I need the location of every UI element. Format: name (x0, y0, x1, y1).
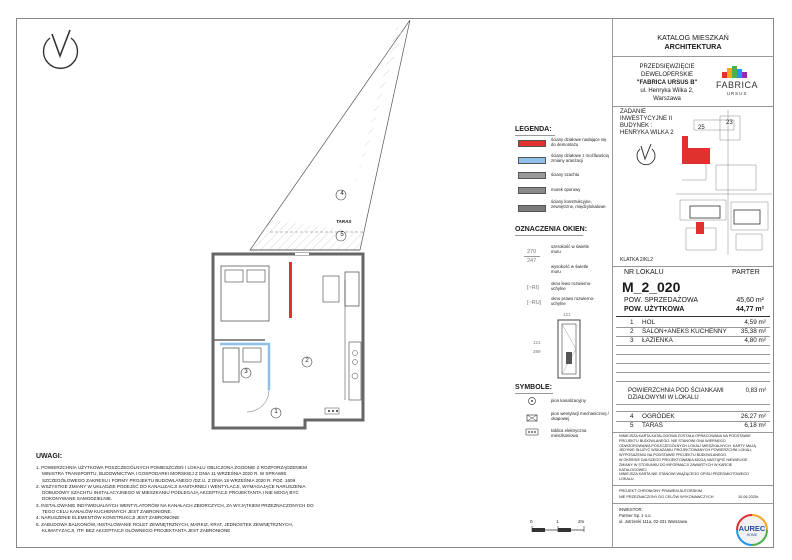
legend-text-4: murek oporowy (551, 187, 581, 192)
table-line (616, 372, 770, 373)
investor-line-2: ul. Jutrzenki 111a, 02-231 Warszawa (619, 519, 688, 524)
note-line: DOKONYWANE SAMODZIELNIE. (42, 496, 113, 502)
electric-panel-icon (525, 428, 539, 436)
window-dim-divider (524, 256, 540, 257)
legend-title: LEGENDA: (515, 126, 552, 133)
room-area: 4,59 m² (744, 319, 766, 326)
project-address-2: Warszawa (653, 96, 681, 102)
fabrica-logo-sub: URSUS (726, 91, 748, 96)
window-sample-top: 121 (563, 312, 571, 317)
outdoor-no: 4 (630, 413, 634, 420)
room-no: 3 (630, 337, 634, 344)
copyright-date: 10.06.2020r. (738, 495, 760, 499)
window-desc-3: okno lewo rozwierno-uchylne (551, 281, 592, 291)
note-line: MINISTRA TRANSPORTU, BUDOWNICTWA I GOSPODARKI MORSKIEJ Z DNIA 11 WRZEŚNIA 2020 R. W SPRAWIE (42, 471, 287, 477)
legend-text-3: ściany szachtu (551, 172, 580, 177)
legend-underline (515, 135, 555, 136)
aurec-logo-sub: HOME (746, 533, 758, 537)
outdoor-name: TARAS (642, 422, 663, 429)
project-label-2: DEWELOPERSKIE (640, 72, 693, 78)
usable-area-label: POW. UŻYTKOWA (624, 306, 685, 313)
aurec-logo-text: AUREC (738, 524, 766, 533)
walls-area-label-1: POWIERZCHNIA POD ŚCIANKAMI (628, 388, 724, 394)
room-2-number: 2 (305, 358, 309, 364)
symbols-underline (515, 393, 553, 394)
window-sample-left: 121 (533, 340, 541, 345)
site-divider (612, 266, 774, 267)
area-divider (616, 316, 770, 317)
note-line: SZCZEGÓŁOWEGO ZAKRESU I FORMY PROJEKTU BUDOWLANEGO /DZ.U. Z DNIA 18 WRZEŚNIA 2020 R. POZ. 1609 (42, 477, 296, 483)
room-1-number: 1 (274, 409, 278, 415)
note-line: KLIMATYZACJI, ITP. BEZ AKCEPTACJI GŁÓWNEGO PROJEKTANTA JEST ZABRONIONE (42, 527, 231, 533)
disclaimer-line: LOKALU. (619, 477, 635, 482)
sale-area-value: 45,60 m² (736, 297, 764, 304)
symbol-text-2: pion wentylacji mechanicznej / okapowej (551, 411, 609, 421)
room-name: HOL (642, 319, 656, 326)
copyright-divider (612, 503, 774, 504)
task-line-2: INWESTYCYJNE II (620, 116, 673, 122)
table-line (616, 327, 770, 328)
window-dim-top: 270 (527, 249, 537, 255)
walls-area-value: 0,83 m² (745, 388, 766, 394)
symbol-text-1: pion kanalizacyjny (551, 398, 586, 403)
project-name: "FABRICA URSUS B" (636, 80, 698, 86)
scale-label-0: 0 (530, 519, 533, 524)
outdoor-area: 6,18 m² (744, 422, 766, 429)
catalog-subtitle: ARCHITEKTURA (664, 42, 722, 51)
disclaimer-line: NINIEJSZA KARTA NIE STANOWI WIĄŻĄCEGO OPISU PRZEDMIOTOWEGO (619, 472, 749, 477)
disclaimer (619, 434, 771, 482)
outdoor-name: OGRÓDEK (642, 413, 675, 420)
window-desc-2: wysokość w świetle muru (551, 264, 589, 274)
outdoor-divider (612, 432, 774, 433)
window-dim-bottom: 247 (527, 258, 537, 264)
note-line: DOBUDOWY SZACHTU INSTALACYJNEGO W MIESZKANIU PODLEGAJĄ AKCEPTACJI PROJEKTANTA I NIE MOGĄ BYĆ (42, 490, 299, 496)
table-line (616, 336, 770, 337)
disclaimer-divider (612, 485, 774, 486)
disclaimer-line: ODWZOROWANIA POSZCZEGÓLNYCH LOKALI MIESZKALNYCH. KARTY MAJĄ (619, 443, 756, 448)
copyright-line-2: NIE PRZEZNACZONY DO CELÓW WYKONAWCZYCH (619, 495, 714, 499)
room-no: 1 (630, 319, 634, 326)
site-label-23: 23 (726, 120, 733, 126)
legend-swatch-red (518, 140, 546, 147)
legend-swatch-blue (518, 157, 546, 164)
catalog-divider (612, 56, 774, 57)
note-line: 4. NARUSZENIE ELEMENTÓW KONSTRUKCJI JEST ZABRONIONE (36, 515, 180, 521)
legend-swatch-gray1 (518, 172, 546, 179)
disclaimer-line: WYPOSAŻENIU NA PODSTAWIE PROJEKTU BUDOWLANEGO. (619, 453, 728, 458)
fabrica-logo-icon (722, 66, 748, 78)
site-label-25: 25 (698, 125, 705, 131)
legend-text-2: ściany działowe z możliwością zmiany aranżacji (551, 153, 609, 163)
unit-floor: PARTER (732, 269, 760, 276)
notes-list (36, 465, 366, 534)
site-map (676, 110, 772, 255)
notes-title: UWAGI: (36, 453, 63, 460)
project-address-1: ul. Henryka Wilka 2, (640, 88, 694, 94)
task-line-3: BUDYNEK : (620, 123, 653, 129)
symbols-title: SYMBOLE: (515, 384, 552, 391)
note-line: TEGO CELU KANAŁÓW KUCHENNYCH JEST ZABRONIONE. (42, 509, 172, 515)
note-line: 3. INSTALOWANIE INDYWIDUALNYCH WENTYLATORÓW NA KANAŁACH ZBIORCZYCH, ZA WYJĄTKIEM PRZEZNACZONYCH DO (36, 502, 314, 508)
outdoor-no: 5 (630, 422, 634, 429)
window-left-code: [~RI] (527, 285, 539, 291)
outdoor-area: 26,27 m² (740, 413, 766, 420)
project-label-1: PRZEDSIĘWZIĘCIE (639, 64, 695, 70)
task-line-1: ZADANIE (620, 109, 647, 115)
room-no: 2 (630, 328, 634, 335)
walls-divider-2 (616, 411, 770, 412)
window-sample-icon (556, 318, 582, 380)
note-line: 2. WSZYSTKIE ZMIANY W UKŁADZIE PODEJŚĆ DO KANALIZACJI SANITARNEJ I WENTYLACJI, WYMAGAJĄCE NARUSZENIA (36, 483, 306, 489)
table-line (616, 363, 770, 364)
walls-area-label-2: DZIAŁOWYMI W LOKALU (628, 395, 699, 401)
disclaimer-line: JEDYNIE SŁUŻYĆ WSKAZANIU PROJEKTOWANYCH POWIERZCHNI LOKALI, (619, 448, 753, 453)
site-north-icon (634, 142, 658, 168)
copyright-line-1: PROJEKT CHRONIONY PRAWEM AUTORSKIM (619, 489, 702, 493)
window-sample-left2: 289 (533, 349, 541, 354)
window-desc-4: okno prawo rozwierno-uchylne (551, 296, 595, 306)
table-line (616, 381, 770, 382)
legend-text-1: ściany działowe nadające się do demontażu (551, 137, 607, 147)
garden-plot (210, 20, 410, 265)
investor-line-1: Partner Sp. z o.o. (619, 513, 652, 518)
room-name: ŁAZIENKA (642, 337, 673, 344)
task-line-4: HENRYKA WILKA 2 (620, 130, 674, 136)
unit-number: M_2_020 (622, 279, 681, 295)
table-line (616, 354, 770, 355)
symbol-text-3: tablica elektryczna mieszkaniowa (551, 428, 587, 438)
windows-title: OZNACZENIA OKIEN: (515, 226, 588, 233)
legend-swatch-gray2 (518, 187, 546, 194)
walls-divider (616, 404, 770, 405)
note-line: 1. POWIERZCHNIA UŻYTKOWA POSZCZEGÓLNYCH POMIESZCZEŃ I LOKALU OBLICZONA ZGODNIE Z ROZPORZĄDZENIEM (36, 465, 307, 470)
scale-label-1: 1 (556, 519, 559, 524)
stair-label: KLATKA 2/KL2 (620, 257, 653, 263)
project-divider (612, 106, 774, 107)
north-arrow-icon (40, 26, 82, 72)
legend-swatch-gray3 (518, 205, 546, 212)
window-desc-1: szerokość w świetle muru (551, 244, 589, 254)
room-name: SALON+ANEKS KUCHENNY (642, 328, 727, 335)
investor-label: INWESTOR: (619, 507, 643, 512)
room-3-number: 3 (244, 369, 248, 375)
fabrica-logo-text: FABRICA (715, 80, 758, 90)
table-line (616, 345, 770, 346)
legend-text-5: ściany konstrukcyjne, zewnętrzne, międzylokalowe (551, 199, 606, 209)
table-row (618, 422, 770, 431)
room-area: 35,38 m² (740, 328, 766, 335)
disclaimer-line: PROJEKTU BUDOWLANEGO. NIE STANOWI ONA WIERNEGO (619, 438, 726, 443)
room-area: 4,80 m² (744, 337, 766, 344)
catalog-title: KATALOG MIESZKAŃ (657, 33, 729, 42)
terrace-number: 5 (340, 232, 344, 238)
usable-area-value: 44,77 m² (735, 306, 764, 313)
floor-plan (205, 250, 375, 435)
disclaimer-line: KATALOGOWEJ. (619, 467, 648, 472)
terrace-label: TARAS (336, 219, 352, 224)
ventilation-icon (525, 413, 539, 423)
disclaimer-line: ZMIANY W STOSUNKU DO INFORMACJI ZAWARTYCH W KARCIE (619, 462, 733, 467)
unit-nr-label: NR LOKALU (624, 269, 664, 276)
window-right-code: [~RU] (527, 300, 542, 306)
drain-icon (527, 396, 537, 406)
disclaimer-line: NINIEJSZA KARTA KATALOGOWA ZOSTAŁA OPRACOWANA NA PODSTAWIE (619, 434, 751, 438)
note-line: 5. ZABUDOWA BALKONÓW, INSTALOWANIE ROLET ZEWNĘTRZNYCH, MARKIZ, KRAT, JEDNOSTEK ZEWNĘTRZNYCH, (36, 521, 293, 527)
garden-number: 4 (340, 191, 344, 197)
disclaimer-line: W OKRESIE DALSZEGO PROJEKTOWANIA MOGĄ NASTĄPIĆ NIEWIELKIE (619, 457, 748, 462)
windows-underline (515, 235, 583, 236)
right-panel-divider (612, 18, 613, 548)
sale-area-label: POW. SPRZEDAŻOWA (624, 297, 699, 304)
scale-label-2: 2m (578, 519, 585, 524)
